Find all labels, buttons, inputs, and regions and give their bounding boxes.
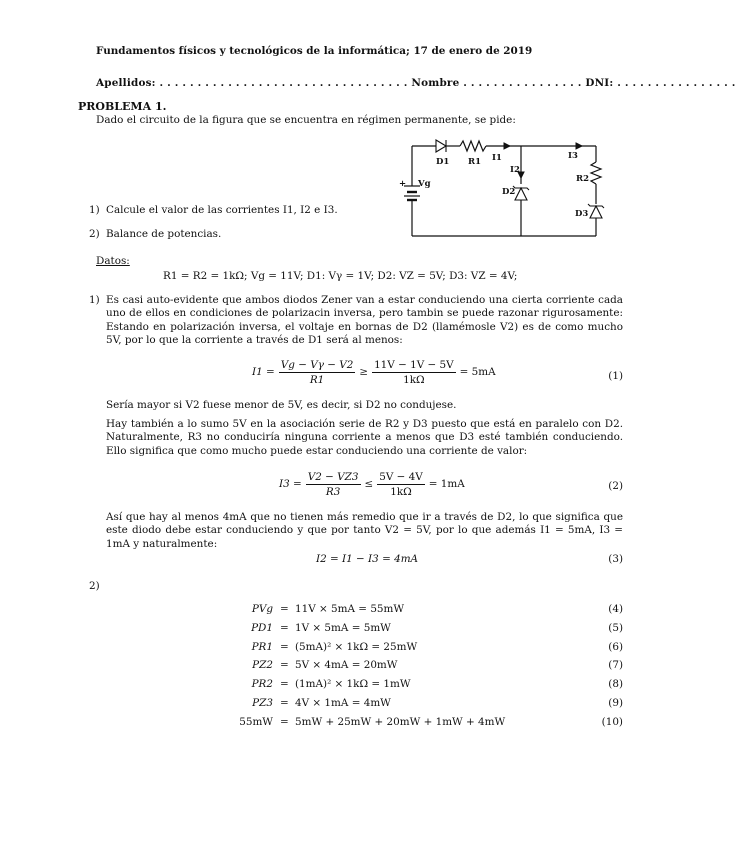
eq1-num2: 11V − 1V − 5V bbox=[374, 358, 454, 371]
eq2-lhs: I3 = bbox=[279, 478, 302, 490]
power-rhs: 5mW + 25mW + 20mW + 1mW + 4mW bbox=[295, 716, 506, 728]
power-row bbox=[0, 602, 655, 616]
power-equation-number: (8) bbox=[608, 678, 623, 690]
power-lhs: PZ2 bbox=[252, 659, 273, 671]
eq2-den2: 1kΩ bbox=[390, 485, 412, 498]
equation-3-number: (3) bbox=[608, 553, 623, 565]
power-equation-number: (7) bbox=[608, 659, 623, 671]
circuit-diagram bbox=[396, 136, 618, 244]
eq1-num1: Vg − Vγ − V2 bbox=[280, 358, 354, 371]
eq1-lhs: I1 = bbox=[252, 366, 275, 378]
power-row bbox=[0, 658, 655, 672]
label-vg: Vg bbox=[418, 179, 431, 189]
d1-diode-icon bbox=[436, 140, 446, 152]
question-2-text: Balance de potencias. bbox=[106, 228, 222, 240]
label-d3: D3 bbox=[575, 209, 589, 219]
power-equals: = bbox=[280, 641, 289, 653]
eq1-rhs: = 5mA bbox=[459, 366, 496, 378]
datos-values: R1 = R2 = 1kΩ; Vg = 11V; D1: Vγ = 1V; D2: VZ = 5V; D3: VZ = 4V; bbox=[163, 270, 518, 282]
power-lhs: 55mW bbox=[239, 716, 273, 728]
power-equals: = bbox=[280, 716, 289, 728]
power-equation-number: (9) bbox=[608, 697, 623, 709]
question-1-number: 1) bbox=[89, 204, 100, 216]
power-lhs: PZ3 bbox=[252, 697, 273, 709]
power-rhs: 1V × 5mA = 5mW bbox=[295, 622, 391, 634]
i1-arrow-icon bbox=[504, 143, 510, 149]
power-equation-number: (4) bbox=[608, 603, 623, 615]
power-row bbox=[0, 715, 655, 729]
exam-title: Fundamentos físicos y tecnológicos de la informática; 17 de enero de 2019 bbox=[96, 45, 533, 57]
label-i3: I3 bbox=[568, 151, 578, 161]
label-r2: R2 bbox=[576, 174, 589, 184]
eq1-den1: R1 bbox=[309, 373, 325, 386]
solution-paragraph-4: Así que hay al menos 4mA que no tienen más remedio que ir a través de D2, lo que significa que este diodo debe estar conduciendo y que por tanto V2 = 5V, por lo que además I1 = 5mA, I3 = 1mA y naturalmente: bbox=[106, 511, 623, 550]
power-row bbox=[0, 640, 655, 654]
solution-1-number: 1) bbox=[89, 294, 100, 306]
eq2-den1: R3 bbox=[325, 485, 341, 498]
eq2-num2: 5V − 4V bbox=[379, 470, 423, 483]
power-row bbox=[0, 677, 655, 691]
solution-2-number: 2) bbox=[89, 580, 100, 592]
question-2-number: 2) bbox=[89, 228, 100, 240]
i3-arrow-icon bbox=[576, 143, 582, 149]
power-equals: = bbox=[280, 603, 289, 615]
d2-zener-icon bbox=[513, 186, 529, 200]
power-row bbox=[0, 696, 655, 710]
power-row bbox=[0, 621, 655, 635]
equation-2-number: (2) bbox=[608, 480, 623, 492]
problem-intro: Dado el circuito de la figura que se encuentra en régimen permanente, se pide: bbox=[96, 114, 516, 126]
power-equals: = bbox=[280, 697, 289, 709]
label-plus: + bbox=[399, 179, 407, 189]
problem-title: PROBLEMA 1. bbox=[78, 100, 167, 113]
eq2-op: ≤ bbox=[364, 478, 374, 490]
power-lhs: PR1 bbox=[251, 641, 273, 653]
question-1-text: Calcule el valor de las corrientes I1, I2 e I3. bbox=[106, 204, 338, 216]
label-r1: R1 bbox=[468, 157, 481, 167]
equation-3: I2 = I1 − I3 = 4mA bbox=[316, 553, 419, 565]
eq1-den2: 1kΩ bbox=[403, 373, 425, 386]
power-lhs: PVg bbox=[251, 603, 273, 615]
label-i1: I1 bbox=[492, 153, 502, 163]
power-rhs: (1mA)² × 1kΩ = 1mW bbox=[295, 678, 411, 690]
eq2-num1: V2 − VZ3 bbox=[307, 470, 359, 483]
power-equation-number: (5) bbox=[608, 622, 623, 634]
d3-zener-icon bbox=[588, 204, 604, 218]
label-i2: I2 bbox=[510, 165, 520, 175]
power-equation-number: (10) bbox=[601, 716, 623, 728]
power-equals: = bbox=[280, 659, 289, 671]
power-equals: = bbox=[280, 622, 289, 634]
eq2-rhs: = 1mA bbox=[428, 478, 465, 490]
solution-paragraph-1: Es casi auto-evidente que ambos diodos Zener van a estar conduciendo una cierta corriente cada uno de ellos en condiciones de polarizacin inversa, pero tambin se puede razonar rigurosamente: Estando en polarización inversa, el voltaje en bornas de D2 (llamémosle V2) es de como mucho 5V, por lo que la corriente a través de D1 será al menos: bbox=[106, 294, 623, 346]
power-equals: = bbox=[280, 678, 289, 690]
power-equation-number: (6) bbox=[608, 641, 623, 653]
eq1-op: ≥ bbox=[359, 366, 369, 378]
power-rhs: 11V × 5mA = 55mW bbox=[295, 603, 405, 615]
solution-paragraph-3: Hay también a lo sumo 5V en la asociación serie de R2 y D3 puesto que está en paralelo con D2. Naturalmente, R3 no conduciría ninguna corriente a menos que D3 esté también conduciendo. Ello significa que como mucho puede estar conduciendo una corriente de valor: bbox=[106, 418, 623, 457]
power-lhs: PR2 bbox=[251, 678, 273, 690]
equation-2 bbox=[279, 469, 465, 499]
equation-1-number: (1) bbox=[608, 370, 623, 382]
solution-paragraph-2: Sería mayor si V2 fuese menor de 5V, es decir, si D2 no condujese. bbox=[106, 399, 457, 411]
power-lhs: PD1 bbox=[251, 622, 273, 634]
label-d1: D1 bbox=[436, 157, 450, 167]
equation-1 bbox=[252, 357, 496, 387]
datos-label: Datos: bbox=[96, 255, 130, 267]
power-rhs: (5mA)² × 1kΩ = 25mW bbox=[295, 641, 418, 653]
label-d2: D2 bbox=[502, 187, 516, 197]
power-rhs: 5V × 4mA = 20mW bbox=[295, 659, 398, 671]
student-fields-line: Apellidos: . . . . . . . . . . . . . . . . . . . . . . . . . . . . . . . . . Nombre . . . . . . . . . . . . . . . . DNI: . . . . . . . . . . . . . . . . bbox=[96, 77, 736, 89]
power-rhs: 4V × 1mA = 4mW bbox=[295, 697, 391, 709]
